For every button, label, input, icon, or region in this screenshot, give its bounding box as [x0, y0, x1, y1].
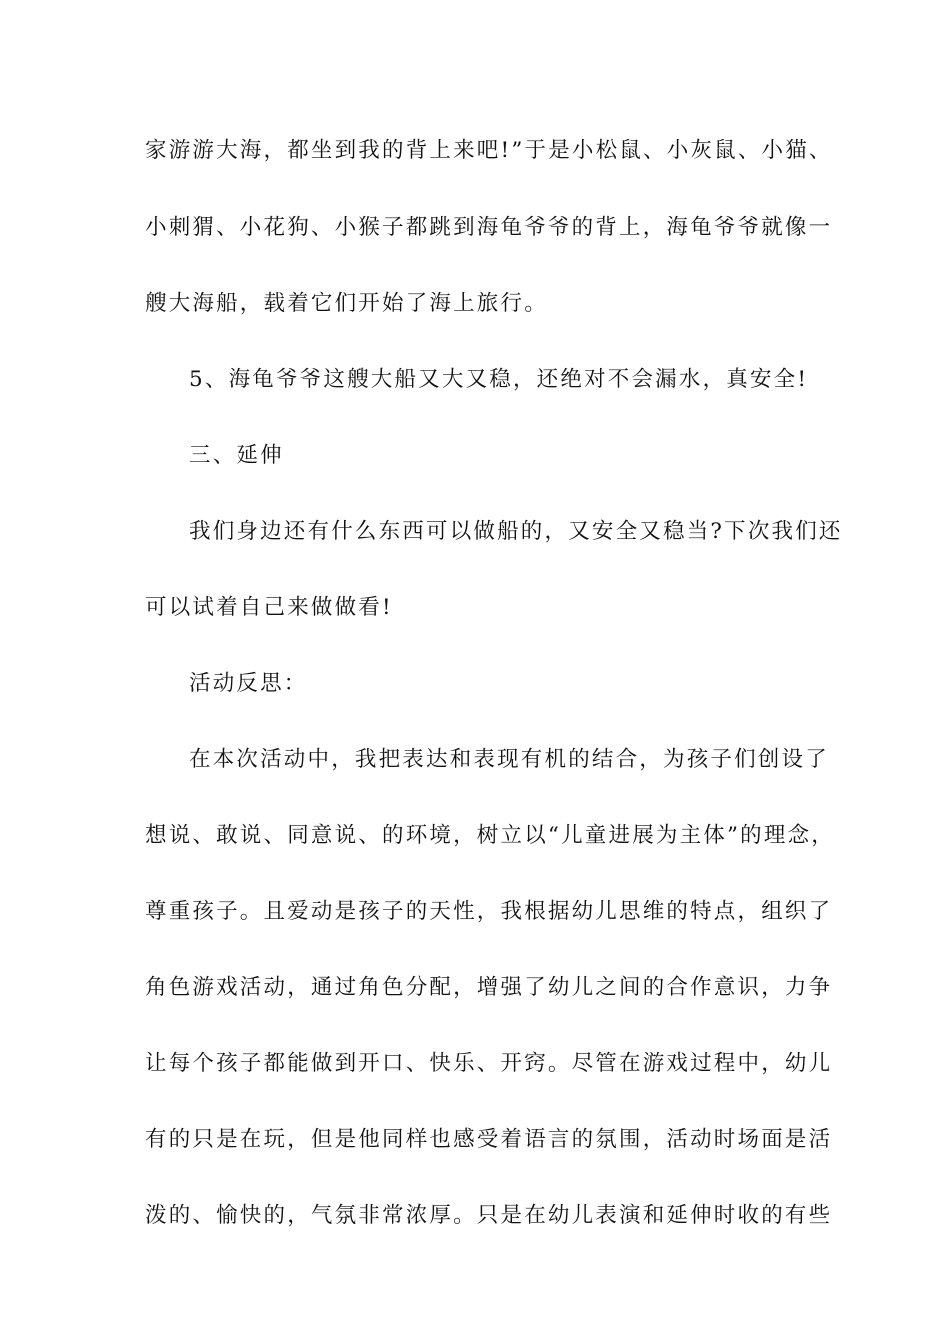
section-heading-reflection: 活动反思：: [189, 671, 308, 696]
text-line: 角色游戏活动，通过角色分配，增强了幼儿之间的合作意识，力争: [145, 975, 833, 1000]
text-line: 有的只是在玩，但是他同样也感受着语言的氛围，活动时场面是活: [145, 1127, 833, 1152]
text-line: 在本次活动中，我把表达和表现有机的结合，为孩子们创设了: [189, 747, 829, 772]
section-heading-extension: 三、延伸: [189, 443, 284, 468]
text-line: 泼的、愉快的，气氛非常浓厚。只是在幼儿表演和延伸时收的有些: [145, 1203, 833, 1228]
list-item-5: 5、海龟爷爷这艘大船又大又稳，还绝对不会漏水，真安全!: [189, 367, 809, 392]
text-line: 家游游大海，都坐到我的背上来吧!”于是小松鼠、小灰鼠、小猫、: [145, 138, 833, 163]
text-line: 艘大海船，载着它们开始了海上旅行。: [145, 291, 548, 316]
text-line: 尊重孩子。且爱动是孩子的天性，我根据幼儿思维的特点，组织了: [145, 899, 833, 924]
text-line: 我们身边还有什么东西可以做船的，又安全又稳当?下次我们还: [189, 519, 843, 544]
text-line: 让每个孩子都能做到开口、快乐、开窍。尽管在游戏过程中，幼儿: [145, 1051, 833, 1076]
text-line: 小刺猬、小花狗、小猴子都跳到海龟爷爷的背上，海龟爷爷就像一: [145, 215, 833, 240]
text-line: 可以试着自己来做做看!: [145, 595, 393, 620]
text-line: 想说、敢说、同意说、的环境，树立以“儿童进展为主体”的理念，: [145, 823, 835, 848]
